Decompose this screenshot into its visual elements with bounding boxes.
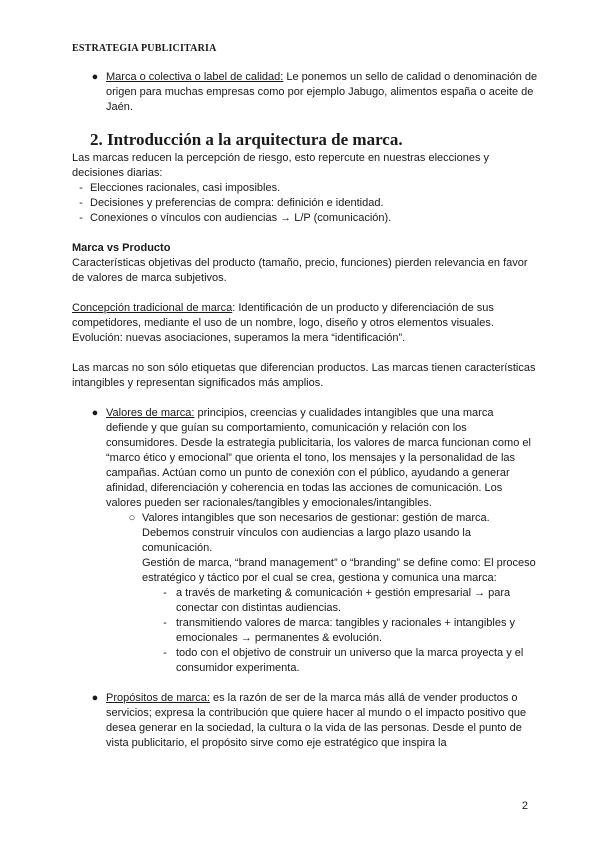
bullet-dash: - [79, 197, 83, 209]
list-item: - Conexiones o vínculos con audiencias → L/P (comunicación). [72, 211, 538, 226]
bullet-dash: - [163, 617, 167, 629]
bullet-dash: - [79, 212, 83, 224]
bullet-dot: ● [91, 407, 99, 419]
list-item [72, 70, 538, 115]
bullet-dash: - [79, 182, 83, 194]
term-underlined: Valores de marca: [106, 407, 195, 419]
bullet-text: Marca o colectiva o label de calidad: Le ponemos un sello de calidad o denominación de origen para muchas empresas como por ejemplo Jabugo, alimentos españa o aceite de Jaén. [106, 71, 538, 113]
section-heading: 2. Introducción a la arquitectura de marca. [90, 130, 403, 149]
list-item [72, 406, 538, 511]
page-content [72, 70, 538, 751]
list-item: - Elecciones racionales, casi imposibles. [72, 181, 538, 196]
bullet-dot: ● [91, 71, 99, 83]
list-item: - Decisiones y preferencias de compra: definición e identidad. [72, 196, 538, 211]
subheading: Marca vs Producto [72, 242, 171, 254]
bullet-dash: - [163, 647, 167, 659]
running-header: ESTRATEGIA PUBLICITARIA [72, 43, 217, 54]
list-item: - a través de marketing & comunicación + gestión empresarial → para conectar con distintas audiencias. [72, 586, 538, 616]
page-number: 2 [521, 800, 528, 812]
sub-list-item: ○ Valores intangibles que son necesarios de gestionar: gestión de marca. Debemos construir vínculos con audiencias a largo plazo usando la comunicación. Gestión de marca, “brand management” o “branding” se define como: El proceso estratégico y táctico por el cual se crea, gestiona y comunica una marca: [72, 511, 538, 586]
list-item: - todo con el objetivo de construir un universo que la marca proyecta y el consumidor experimenta. [72, 646, 538, 676]
paragraph: Las marcas no son sólo etiquetas que diferencian productos. Las marcas tienen características intangibles y representan significados más amplios. [72, 362, 536, 389]
paragraph: Concepción tradicional de marca: Identificación de un producto y diferenciación de sus competidores, mediante el uso de un nombre, logo, diseño y otros elementos visuales. Evolución: nuevas asociaciones, superamos la mera “identificación”. [72, 302, 494, 344]
bullet-dash: - [163, 587, 167, 599]
paragraph: Características objetivas del producto (tamaño, precio, funciones) pierden relevancia en favor de valores de marca subjetivos. [72, 257, 528, 284]
term-underlined: Propósitos de marca: [106, 692, 210, 704]
term-underlined: Marca o colectiva o label de calidad: [106, 71, 284, 83]
bullet-text: Valores de marca: principios, creencias y cualidades intangibles que una marca defiende y que guían su comportamiento, comunicación y relación con los consumidores. Desde la estrategia publicitaria, los valores de marca funcionan como el “marco ético y emocional” que orienta el tono, los mensajes y la personalidad de las campañas. Actúan como un punto de conexión con el público, ayudando a generar afinidad, diferenciación y coherencia en todas las acciones de comunicación. Los valores pueden ser racionales/tangibles y emocionales/intangibles. [106, 407, 531, 509]
paragraph: Las marcas reducen la percepción de riesgo, esto repercute en nuestras elecciones y decisiones diarias: [72, 152, 490, 179]
term-underlined: Concepción tradicional de marca [72, 302, 233, 314]
bullet-text: Propósitos de marca: es la razón de ser de la marca más allá de vender productos o servicios; expresa la contribución que quiere hacer al mundo o el impacto positivo que desea generar en la sociedad, la cultura o la vida de las personas. Desde el punto de vista publicitario, el propósito sirve como eje estratégico que inspira la [106, 692, 527, 749]
list-item: - transmitiendo valores de marca: tangibles y racionales + intangibles y emocionales → permanentes & evolución. [72, 616, 538, 646]
bullet-dot: ● [91, 692, 99, 704]
list-item [72, 691, 538, 751]
bullet-circle: ○ [128, 512, 136, 524]
